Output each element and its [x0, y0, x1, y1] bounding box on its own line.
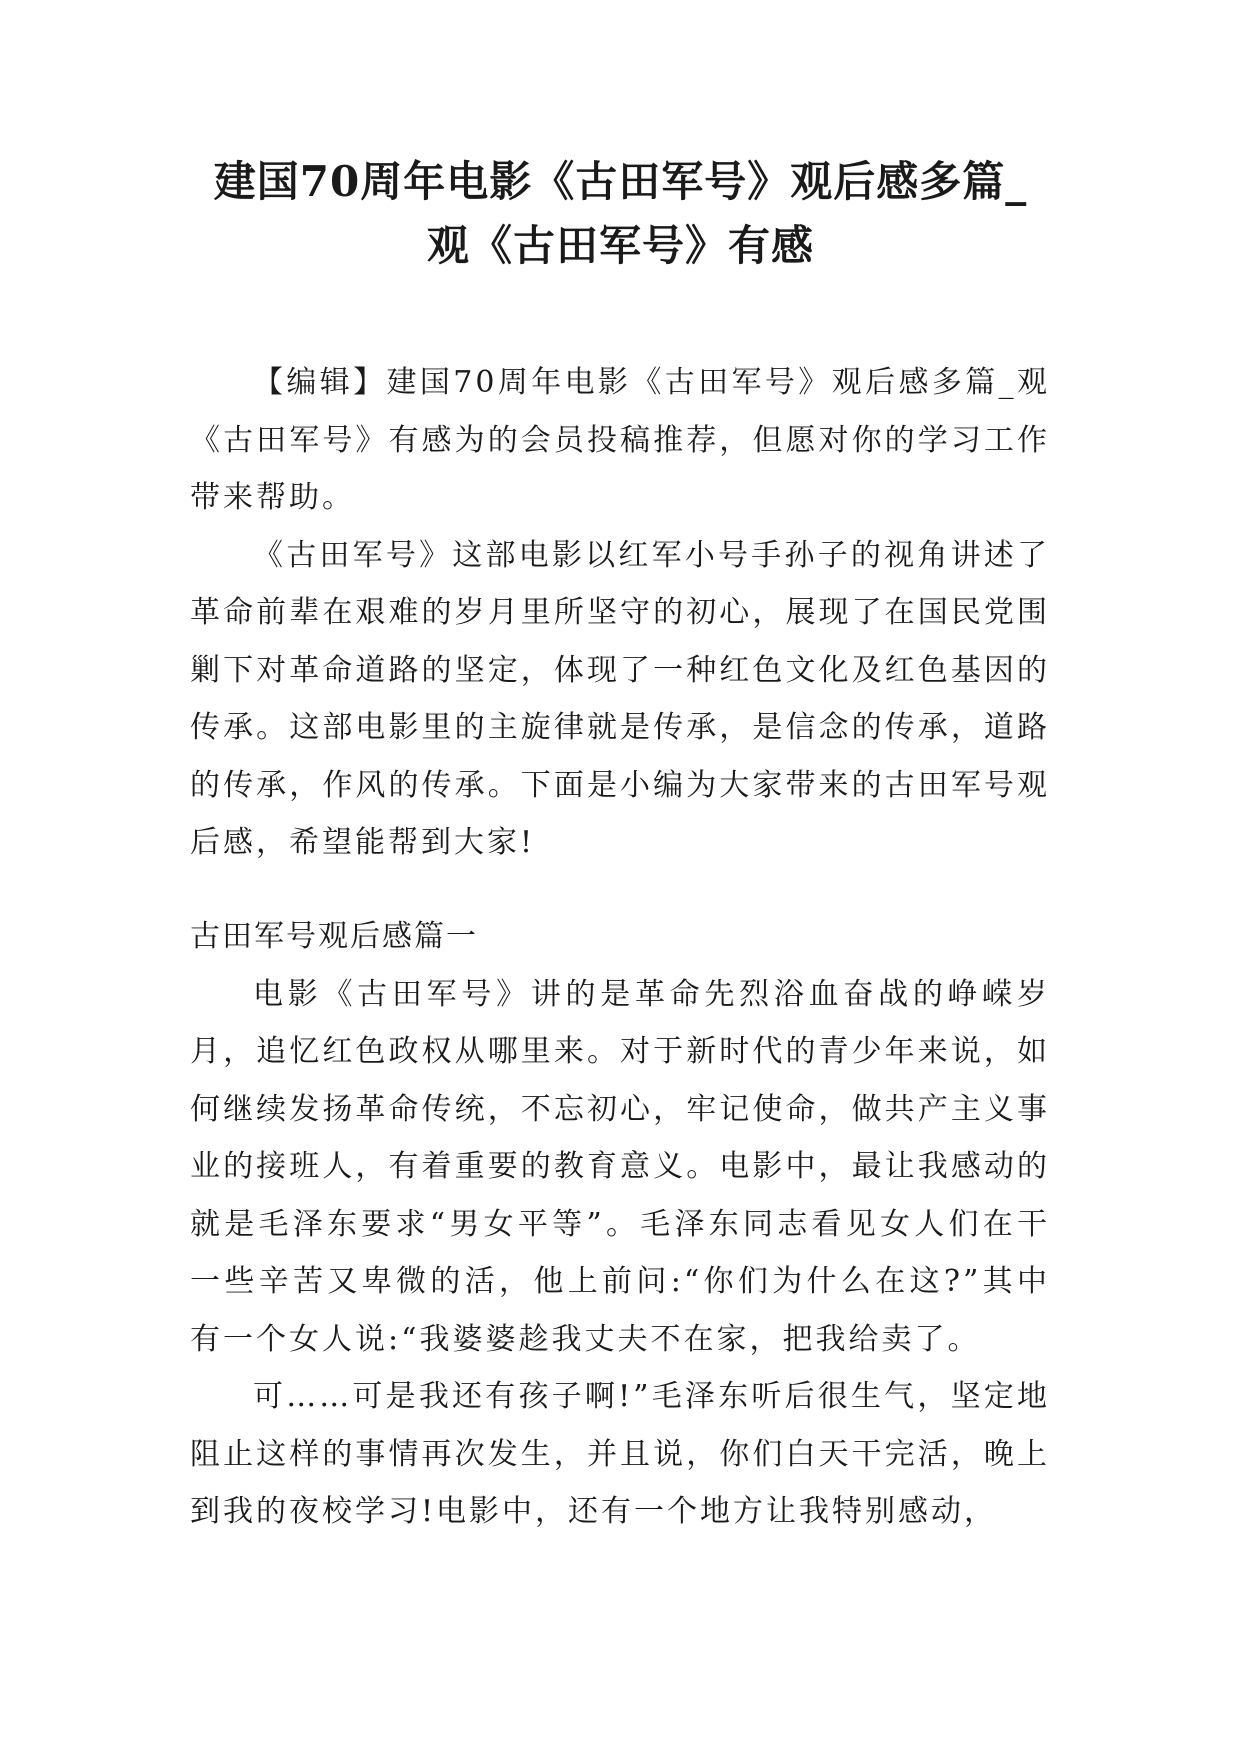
review-section-1 — [190, 908, 1050, 1541]
title-line-1: 建国70周年电影《古田军号》观后感多篇_ — [213, 157, 1028, 206]
document-title — [150, 150, 1091, 278]
intro-paragraph-summary: 《古田军号》这部电影以红军小号手孙子的视角讲述了革命前辈在艰难的岁月里所坚守的初心，展现了在国民党围剿下对革命道路的坚定，体现了一种红色文化及红色基因的传承。这部电影里的主旋律就是传承，是信念的传承，道路的传承，作风的传承。下面是小编为大家带来的古田军号观后感，希望能帮到大家! — [190, 537, 1050, 860]
section-paragraph-2: 可……可是我还有孩子啊!”毛泽东听后很生气，坚定地阻止这样的事情再次发生，并且说，你们白天干完活，晚上到我的夜校学习!电影中，还有一个地方让我特别感动， — [190, 1379, 1050, 1529]
title-line-2: 观《古田军号》有感 — [426, 221, 814, 270]
intro-section — [190, 354, 1050, 872]
section-paragraph-1: 电影《古田军号》讲的是革命先烈浴血奋战的峥嵘岁月，追忆红色政权从哪里来。对于新时代的青少年来说，如何继续发扬革命传统，不忘初心，牢记使命，做共产主义事业的接班人，有着重要的教育意义。电影中，最让我感动的就是毛泽东要求“男女平等”。毛泽东同志看见女人们在干一些辛苦又卑微的活，他上前问:“你们为什么在这?”其中有一个女人说:“我婆婆趁我丈夫不在家，把我给卖了。 — [190, 976, 1050, 1357]
section-heading: 古田军号观后感篇一 — [190, 919, 478, 954]
intro-paragraph-editor-note: 【编辑】建国70周年电影《古田军号》观后感多篇_观《古田军号》有感为的会员投稿推荐，但愿对你的学习工作带来帮助。 — [190, 365, 1050, 515]
